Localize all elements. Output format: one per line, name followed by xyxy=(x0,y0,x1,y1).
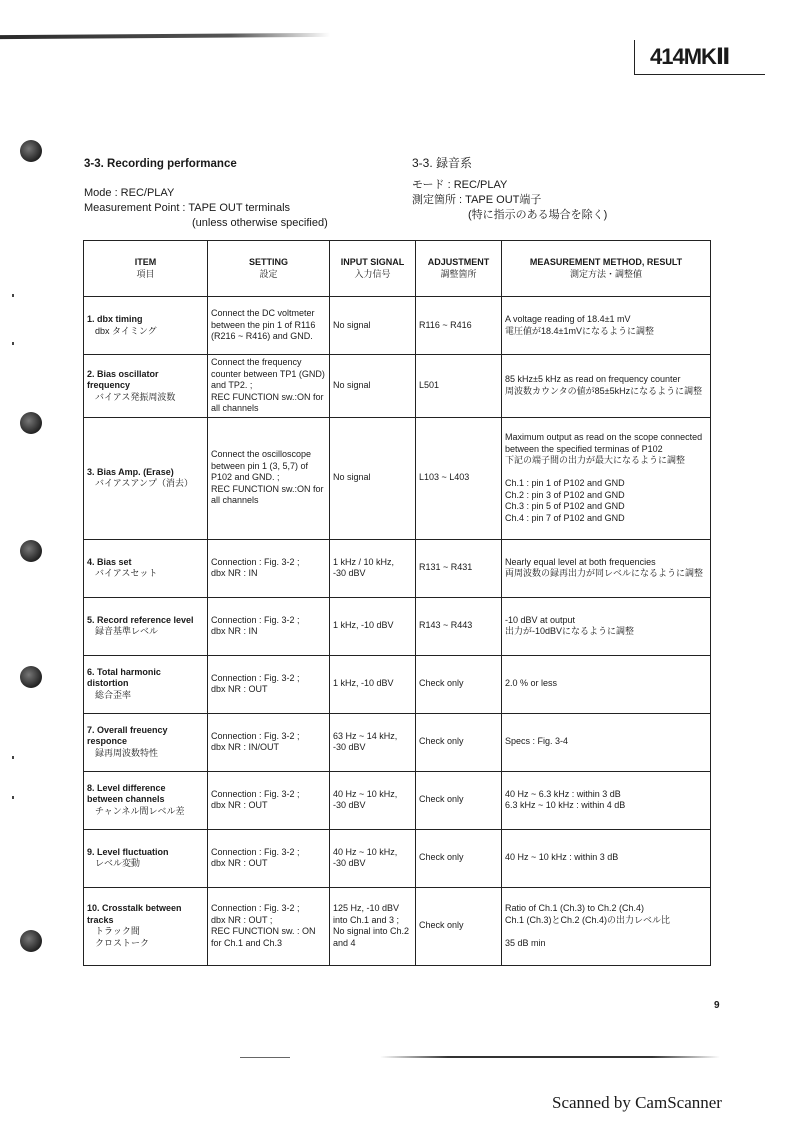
cell-result: Nearly equal level at both frequencies 両周波数の録再出力が同レベルになるように調整 xyxy=(502,539,711,597)
cell-item: 10. Crosstalk between tracks トラック間 クロストーク xyxy=(84,887,208,965)
cell-setting: Connection : Fig. 3-2 ; dbx NR : OUT ; REC FUNCTION sw. : ON for Ch.1 and Ch.3 xyxy=(208,887,330,965)
cell-setting: Connection : Fig. 3-2 ; dbx NR : IN xyxy=(208,597,330,655)
scan-speck xyxy=(12,756,14,759)
measurement-conditions-en xyxy=(84,186,328,231)
cell-input: 40 Hz ~ 10 kHz, -30 dBV xyxy=(330,829,416,887)
cell-result: Ratio of Ch.1 (Ch.3) to Ch.2 (Ch.4) Ch.1 (Ch.3)とCh.2 (Ch.4)の出力レベル比 35 dB min xyxy=(502,887,711,965)
measurement-note-en: (unless otherwise specified) xyxy=(192,217,328,229)
cell-item: 6. Total harmonic distortion 総合歪率 xyxy=(84,655,208,713)
cell-item: 5. Record reference level 録音基準レベル xyxy=(84,597,208,655)
cell-input: 40 Hz ~ 10 kHz, -30 dBV xyxy=(330,771,416,829)
measurement-point-jp: 測定箇所 : TAPE OUT端子 xyxy=(412,194,542,206)
cell-adjustment: Check only xyxy=(416,887,502,965)
table-row xyxy=(84,713,711,771)
scan-speck xyxy=(12,796,14,799)
cell-result: 85 kHz±5 kHz as read on frequency counter 周波数カウンタの値が85±5kHzになるように調整 xyxy=(502,355,711,418)
section-heading-jp: 3-3. 録音系 xyxy=(412,156,473,170)
cell-setting: Connection : Fig. 3-2 ; dbx NR : OUT xyxy=(208,771,330,829)
cell-item: 2. Bias oscillator frequency バイアス発振周波数 xyxy=(84,355,208,418)
cell-item: 7. Overall freuency responce 録再周波数特性 xyxy=(84,713,208,771)
cell-adjustment: R131 ~ R431 xyxy=(416,539,502,597)
cell-input: No signal xyxy=(330,417,416,539)
table-row xyxy=(84,297,711,355)
mode-label-jp: モード : REC/PLAY xyxy=(412,179,508,191)
cell-adjustment: Check only xyxy=(416,829,502,887)
cell-result: 40 Hz ~ 6.3 kHz : within 3 dB 6.3 kHz ~ 10 kHz : within 4 dB xyxy=(502,771,711,829)
cell-adjustment: R143 ~ R443 xyxy=(416,597,502,655)
cell-result: Maximum output as read on the scope connected between the specified terminas of P102 下記の端子間の出力が最大になるように調整 Ch.1 : pin 1 of P102 and GND Ch.2 : pin 3 of P102 and GND Ch.3 : pin 5 of P102 and GND Ch.4 : pin 7 of P102 and GND xyxy=(502,417,711,539)
cell-item: 8. Level difference between channels チャンネル間レベル差 xyxy=(84,771,208,829)
table-row xyxy=(84,887,711,965)
cell-adjustment: Check only xyxy=(416,713,502,771)
cell-setting: Connection : Fig. 3-2 ; dbx NR : IN xyxy=(208,539,330,597)
table-header-row xyxy=(84,241,711,297)
table-row xyxy=(84,417,711,539)
scan-artifact-line xyxy=(380,1056,720,1058)
cell-setting: Connect the oscilloscope between pin 1 (3, 5,7) of P102 and GND. ; REC FUNCTION sw.:ON for all channels xyxy=(208,417,330,539)
table-row xyxy=(84,829,711,887)
scan-artifact-line xyxy=(240,1057,290,1058)
cell-input: 125 Hz, -10 dBV into Ch.1 and 3 ; No signal into Ch.2 and 4 xyxy=(330,887,416,965)
binder-hole xyxy=(20,412,42,434)
cell-input: 1 kHz / 10 kHz, -30 dBV xyxy=(330,539,416,597)
cell-input: 63 Hz ~ 14 kHz, -30 dBV xyxy=(330,713,416,771)
measurement-note-jp: (特に指示のある場合を除く) xyxy=(468,209,608,221)
scan-speck xyxy=(12,294,14,297)
cell-result: -10 dBV at output 出力が-10dBVになるように調整 xyxy=(502,597,711,655)
binder-hole xyxy=(20,666,42,688)
binder-hole xyxy=(20,140,42,162)
cell-item: 4. Bias set バイアスセット xyxy=(84,539,208,597)
table-row xyxy=(84,597,711,655)
binder-hole xyxy=(20,930,42,952)
cell-result: 40 Hz ~ 10 kHz : within 3 dB xyxy=(502,829,711,887)
cell-setting: Connection : Fig. 3-2 ; dbx NR : OUT xyxy=(208,829,330,887)
cell-setting: Connection : Fig. 3-2 ; dbx NR : IN/OUT xyxy=(208,713,330,771)
scan-artifact-line xyxy=(0,33,330,39)
header-input-signal: INPUT SIGNAL 入力信号 xyxy=(330,241,416,297)
scan-speck xyxy=(12,342,14,345)
model-name: 414MKⅡ xyxy=(650,44,730,69)
header-measurement: MEASUREMENT METHOD, RESULT 測定方法・調整値 xyxy=(502,241,711,297)
cell-item: 1. dbx timing dbx タイミング xyxy=(84,297,208,355)
cell-adjustment: Check only xyxy=(416,771,502,829)
cell-setting: Connection : Fig. 3-2 ; dbx NR : OUT xyxy=(208,655,330,713)
table-row xyxy=(84,655,711,713)
binder-hole xyxy=(20,540,42,562)
page-number: 9 xyxy=(714,1000,720,1011)
measurement-point-en: Measurement Point : TAPE OUT terminals xyxy=(84,202,291,214)
cell-input: 1 kHz, -10 dBV xyxy=(330,655,416,713)
section-heading-en: 3-3. Recording performance xyxy=(84,158,237,170)
cell-adjustment: L103 ~ L403 xyxy=(416,417,502,539)
cell-input: No signal xyxy=(330,355,416,418)
cell-result: 2.0 % or less xyxy=(502,655,711,713)
cell-adjustment: Check only xyxy=(416,655,502,713)
header-adjustment: ADJUSTMENT 調整箇所 xyxy=(416,241,502,297)
header-item: ITEM 項目 xyxy=(84,241,208,297)
cell-result: A voltage reading of 18.4±1 mV 電圧値が18.4±1mVになるように調整 xyxy=(502,297,711,355)
cell-input: 1 kHz, -10 dBV xyxy=(330,597,416,655)
scanner-watermark: Scanned by CamScanner xyxy=(552,1093,722,1112)
cell-item: 9. Level fluctuation レベル変動 xyxy=(84,829,208,887)
cell-input: No signal xyxy=(330,297,416,355)
table-row xyxy=(84,539,711,597)
cell-setting: Connect the DC voltmeter between the pin 1 of R116 (R216 ~ R416) and GND. xyxy=(208,297,330,355)
mode-label-en: Mode : REC/PLAY xyxy=(84,187,175,199)
measurement-conditions-jp xyxy=(412,178,607,223)
cell-setting: Connect the frequency counter between TP1 (GND) and TP2. ; REC FUNCTION sw.:ON for all channels xyxy=(208,355,330,418)
header-setting: SETTING 設定 xyxy=(208,241,330,297)
cell-item: 3. Bias Amp. (Erase) バイアスアンプ（消去） xyxy=(84,417,208,539)
table-row xyxy=(84,355,711,418)
cell-result: Specs : Fig. 3-4 xyxy=(502,713,711,771)
table-row xyxy=(84,771,711,829)
cell-adjustment: R116 ~ R416 xyxy=(416,297,502,355)
recording-performance-table xyxy=(83,240,711,966)
cell-adjustment: L501 xyxy=(416,355,502,418)
